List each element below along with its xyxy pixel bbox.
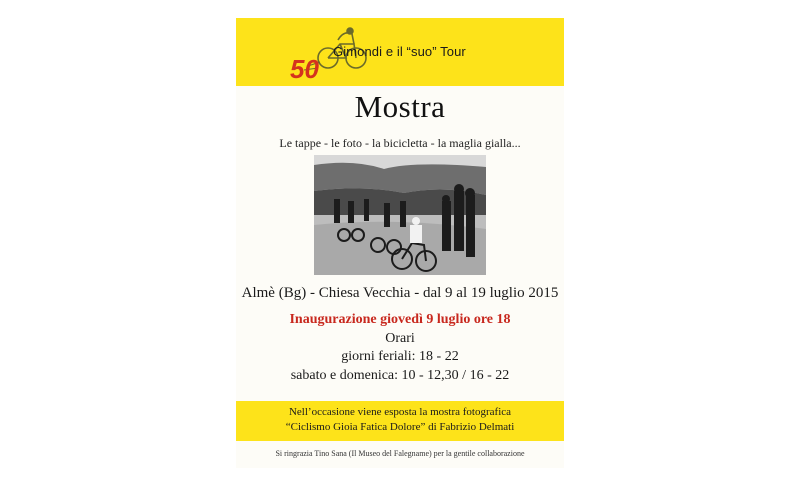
thanks-note: Si ringrazia Tino Sana (Il Museo del Falegname) per la gentile collaborazione [275,449,525,458]
exhibition-poster [236,18,564,468]
logo-text: Gimondi e il “suo” Tour [333,44,466,59]
inauguration: Inaugurazione giovedì 9 luglio ore 18 [289,312,511,327]
hours-heading: Orari [385,331,415,346]
poster-title: Mostra [354,89,446,124]
footer-line-1: Nell’occasione viene esposta la mostra fotografica [288,406,512,418]
logo-number: 50 [290,54,319,82]
place-dates: Almè (Bg) - Chiesa Vecchia - dal 9 al 19 luglio 2015 [241,285,559,301]
weekend-hours: sabato e domenica: 10 - 12,30 / 16 - 22 [290,368,510,383]
weekday-hours: giorni feriali: 18 - 22 [341,349,459,364]
cycling-race-photo [314,155,486,275]
poster-subtitle: Le tappe - le foto - la bicicletta - la maglia gialla... [279,136,521,150]
header-band [236,18,564,86]
footer-line-2: “Ciclismo Gioia Fatica Dolore” di Fabrizio Delmati [285,421,515,433]
footer-band [236,401,564,441]
